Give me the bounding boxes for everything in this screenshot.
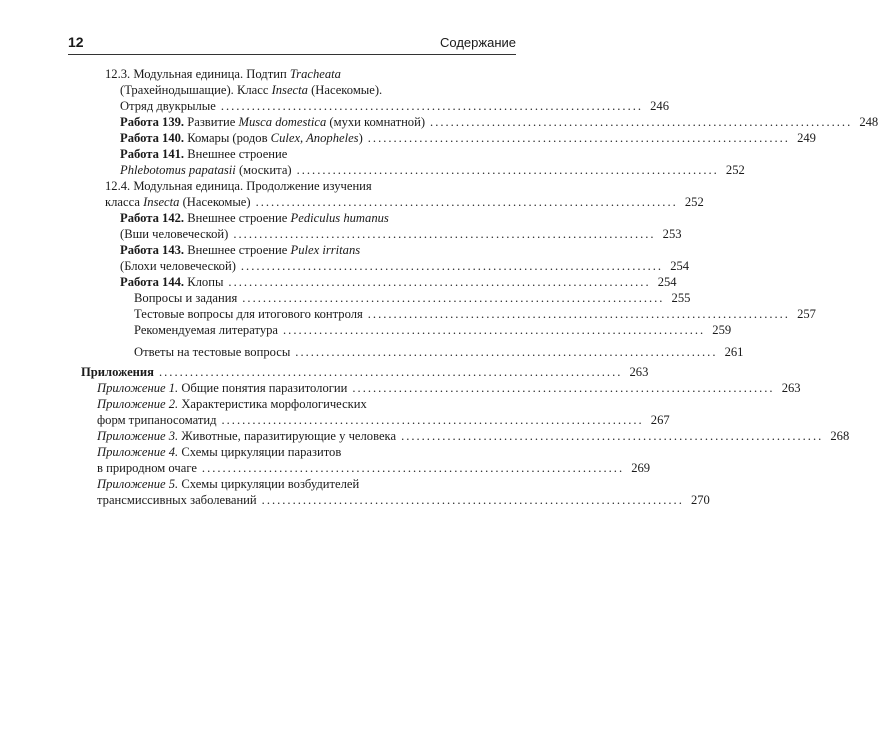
toc-section-12-3-line2: (Трахейнодышащие). Класс Insecta (Насекомые). — [120, 83, 383, 97]
leader-dots: .................................................................................. — [430, 115, 853, 129]
toc-appendices[interactable]: Приложения .......................................................................................... 263 — [81, 365, 649, 379]
toc-page-number: 267 — [650, 413, 670, 427]
toc-page-number: 254 — [657, 275, 677, 289]
toc-page-number: 270 — [690, 493, 710, 507]
leader-dots: .................................................................................. — [221, 413, 644, 427]
toc-recommended-literature[interactable]: Рекомендуемая литература .................................................................................. 259 — [134, 323, 732, 337]
page-number: 12 — [68, 34, 84, 50]
toc-appendix-4-line2[interactable]: в природном очаге .................................................................................. 269 — [97, 461, 651, 475]
toc-work-142-line1[interactable]: Работа 142. Внешнее строение Pediculus humanus — [120, 211, 389, 225]
toc-work-143-line2[interactable]: (Блохи человеческой) .................................................................................. 254 — [120, 259, 690, 273]
toc-page-number: 249 — [797, 131, 816, 145]
toc-page-number: 254 — [670, 259, 690, 273]
leader-dots: .................................................................................. — [295, 345, 718, 359]
header-rule — [68, 54, 516, 55]
toc-page-number: 252 — [684, 195, 704, 209]
leader-dots: .................................................................................. — [233, 227, 656, 241]
toc-page-number: 248 — [859, 115, 878, 129]
leader-dots: .................................................................................. — [401, 429, 824, 443]
toc-page-number: 268 — [830, 429, 850, 443]
toc-work-141-line1[interactable]: Работа 141. Внешнее строение — [120, 147, 288, 161]
toc-section-12-3-line1: 12.3. Модульная единица. Подтип Tracheata — [105, 67, 341, 81]
leader-dots: .................................................................................. — [242, 291, 665, 305]
toc-work-139[interactable]: Работа 139. Развитие Musca domestica (мухи комнатной) .................................................................................. 248 — [120, 115, 878, 129]
leader-dots: .................................................................................. — [220, 99, 644, 113]
toc-appendix-2-line1[interactable]: Приложение 2. Характеристика морфологических — [97, 397, 367, 411]
leader-dots: .................................................................................. — [240, 259, 664, 273]
toc-appendix-5-line1[interactable]: Приложение 5. Схемы циркуляции возбудителей — [97, 477, 360, 491]
toc-page-number: 261 — [724, 345, 744, 359]
toc-final-tests[interactable]: Тестовые вопросы для итогового контроля .................................................................................. 257 — [134, 307, 816, 321]
leader-dots: .................................................................................. — [283, 323, 706, 337]
toc-page-number: 255 — [671, 291, 691, 305]
page-header — [68, 34, 516, 52]
toc-work-140[interactable]: Работа 140. Комары (родов Culex, Anopheles) .................................................................................. 249 — [120, 131, 816, 145]
toc-appendix-2-line2[interactable]: форм трипаносоматид .................................................................................. 267 — [97, 413, 670, 427]
toc-page-number: 253 — [662, 227, 682, 241]
toc-appendix-3[interactable]: Приложение 3. Животные, паразитирующие у человека .................................................................................. 268 — [97, 429, 850, 443]
leader-dots: .................................................................................. — [255, 195, 678, 209]
leader-dots: .......................................................................................... — [159, 365, 623, 379]
toc-appendix-4-line1[interactable]: Приложение 4. Схемы циркуляции паразитов — [97, 445, 342, 459]
toc-work-142-line2[interactable]: (Вши человеческой) .................................................................................. 253 — [120, 227, 682, 241]
leader-dots: .................................................................................. — [228, 275, 651, 289]
toc-questions[interactable]: Вопросы и задания .................................................................................. 255 — [134, 291, 691, 305]
toc-section-12-4-line2[interactable]: класса Insecta (Насекомые) .................................................................................. 252 — [105, 195, 704, 209]
leader-dots: .................................................................................. — [261, 493, 684, 507]
leader-dots: .................................................................................. — [367, 131, 790, 145]
toc-page-number: 263 — [781, 381, 801, 395]
running-head: Содержание — [440, 35, 516, 50]
toc-page-number: 252 — [725, 163, 745, 177]
toc-work-143-line1[interactable]: Работа 143. Внешнее строение Pulex irritans — [120, 243, 361, 257]
toc-section-12-3-line3[interactable]: Отряд двукрылые .................................................................................. 246 — [120, 99, 670, 113]
toc-page-number: 269 — [631, 461, 651, 475]
leader-dots: .................................................................................. — [201, 461, 625, 475]
toc-page-number: 259 — [712, 323, 732, 337]
toc-work-144[interactable]: Работа 144. Клопы .................................................................................. 254 — [120, 275, 677, 289]
toc-page-number: 257 — [797, 307, 816, 321]
toc-page-number: 246 — [650, 99, 670, 113]
toc-section-12-4-line1: 12.4. Модульная единица. Продолжение изучения — [105, 179, 372, 193]
leader-dots: .................................................................................. — [352, 381, 775, 395]
toc-work-141-line2[interactable]: Phlebotomus papatasii (москита) .................................................................................. 252 — [120, 163, 745, 177]
toc-page-number: 263 — [629, 365, 649, 379]
toc-appendix-5-line2[interactable]: трансмиссивных заболеваний .................................................................................. 270 — [97, 493, 710, 507]
toc-appendix-1[interactable]: Приложение 1. Общие понятия паразитологии .................................................................................. 263 — [97, 381, 801, 395]
leader-dots: .................................................................................. — [296, 163, 719, 177]
toc-test-answers[interactable]: Ответы на тестовые вопросы .................................................................................. 261 — [134, 345, 744, 359]
leader-dots: .................................................................................. — [367, 307, 790, 321]
